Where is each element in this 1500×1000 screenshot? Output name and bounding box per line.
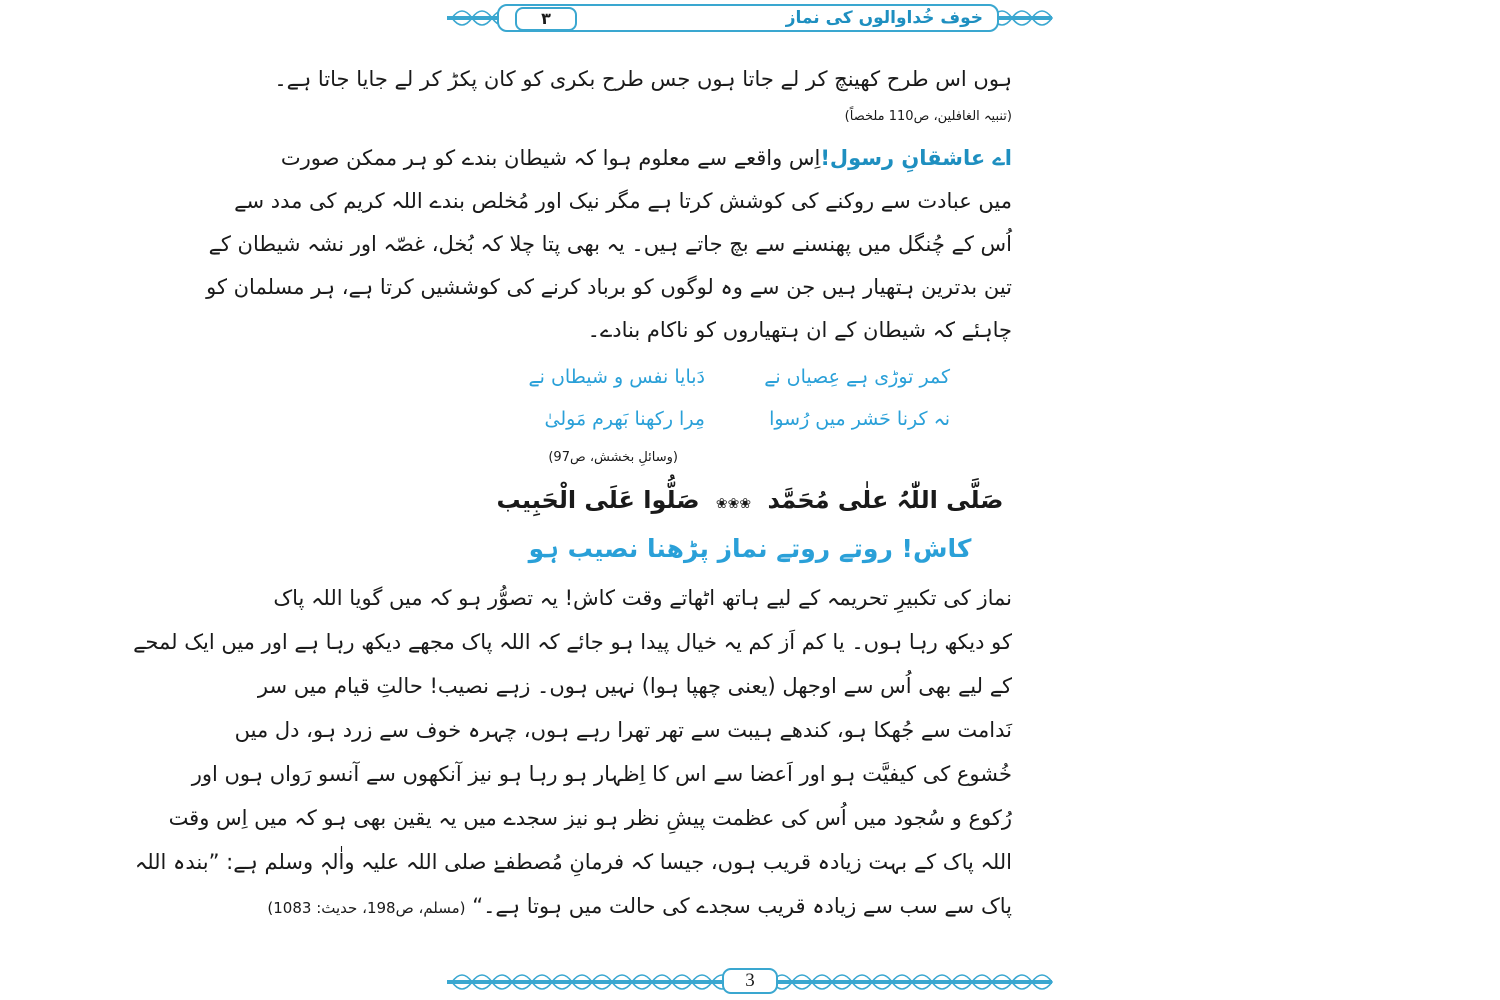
hadith-citation: (مسلم، ص198، حدیث: 1083) (267, 899, 466, 917)
reference-citation: (تنبیہ الغافلین، ص110 ملخصاً) (844, 109, 1012, 124)
text-fragment: اِس واقعے سے معلوم ہوا کہ شیطان بندے کو ہر ممکن صورت (280, 146, 821, 170)
text-line: کو دیکھ رہا ہوں۔ یا کم اَز کم یہ خیال پیدا ہو جائے کہ اللہ پاک مجھے دیکھ رہا ہے اور میں ایک لمحے (133, 630, 1012, 654)
text-line: نَدامت سے جُھکا ہو، کندھے ہیبت سے تھر تھرا رہے ہوں، چہرہ خوف سے زرد ہو، دل میں (234, 718, 1012, 742)
text-line (280, 143, 1012, 173)
text-line: اللہ پاک کے بہت زیادہ قریب ہوں، جیسا کہ فرمانِ مُصطفےٰ صلی اللہ علیہ واٰلہٖ وسلم ہے: ”بندہ اللہ (134, 850, 1012, 874)
text-line: نماز کی تکبیرِ تحریمہ کے لیے ہاتھ اٹھاتے وقت کاش! یہ تصوُّر ہو کہ میں گویا اللہ پاک (273, 586, 1012, 610)
address-lead: اے عاشقانِ رسول! (820, 146, 1012, 170)
durood-right: صَلَّی اللّٰہُ علٰی مُحَمَّد (767, 486, 1004, 514)
text-line: اُس کے چُنگل میں پھنسنے سے بچ جاتے ہیں۔ یہ بھی پتا چلا کہ بُخل، غصّہ اور نشہ شیطان کے (208, 232, 1012, 256)
text-line (267, 891, 1012, 923)
text-line: کے لیے بھی اُس سے اوجھل (یعنی چھپا ہوا) نہیں ہوں۔ زہے نصیب! حالتِ قیام میں سر (257, 674, 1012, 698)
text-line: خُشوع کی کیفیَّت ہو اور اَعضا سے اس کا اِظہار ہو رہا ہو نیز آنکھوں سے آنسو رَواں ہوں اور (191, 762, 1012, 786)
text-line: میں عبادت سے روکنے کی کوشش کرتا ہے مگر نیک اور مُخلص بندے اللہ کریم کی مدد سے (234, 189, 1012, 213)
footer-page-number: 3 (722, 968, 778, 994)
text-fragment: پاک سے سب سے زیادہ قریب سجدے کی حالت میں ہوتا ہے۔“ (472, 894, 1012, 918)
durood-left: صَلُّوا عَلَی الْحَبِیب (496, 486, 700, 514)
text-line: تین بدترین ہتھیار ہیں جن سے وہ لوگوں کو برباد کرنے کی کوششیں کرتا ہے، ہر مسلمان کو (206, 275, 1012, 299)
text-line: چاہئے کہ شیطان کے ان ہتھیاروں کو ناکام بنادے۔ (587, 318, 1012, 342)
poem-line-2a: مِرا رکھنا بَھرم مَولیٰ (544, 408, 705, 430)
poem-line-2b: نہ کرنا حَشر میں رُسوا (769, 408, 950, 430)
header-page-number: ۳ (515, 7, 577, 31)
poem-line-1a: دَبایا نفس و شیطاں نے (528, 366, 705, 388)
poem-citation: (وسائلِ بخشش، ص97) (548, 450, 678, 465)
running-header (497, 4, 999, 32)
flower-separator-icon: ❀❀❀ (715, 496, 752, 512)
text-line: رُکوع و سُجود میں اُس کی عظمت پیشِ نظر ہو نیز سجدے میں یہ یقین بھی ہو کہ میں اِس وقت (168, 806, 1012, 830)
text-line: ہوں اس طرح کھینچ کر لے جاتا ہوں جس طرح بکری کو کان پکڑ کر لے جایا جاتا ہے۔ (274, 67, 1012, 91)
header-book-title: خوف خُداوالوں کی نماز (785, 8, 983, 28)
section-heading: کاش! روتے روتے نماز پڑھنا نصیب ہو (528, 534, 972, 563)
durood-line (488, 486, 1012, 514)
poem-line-1b: کمر توڑی ہے عِصیاں نے (764, 366, 950, 388)
